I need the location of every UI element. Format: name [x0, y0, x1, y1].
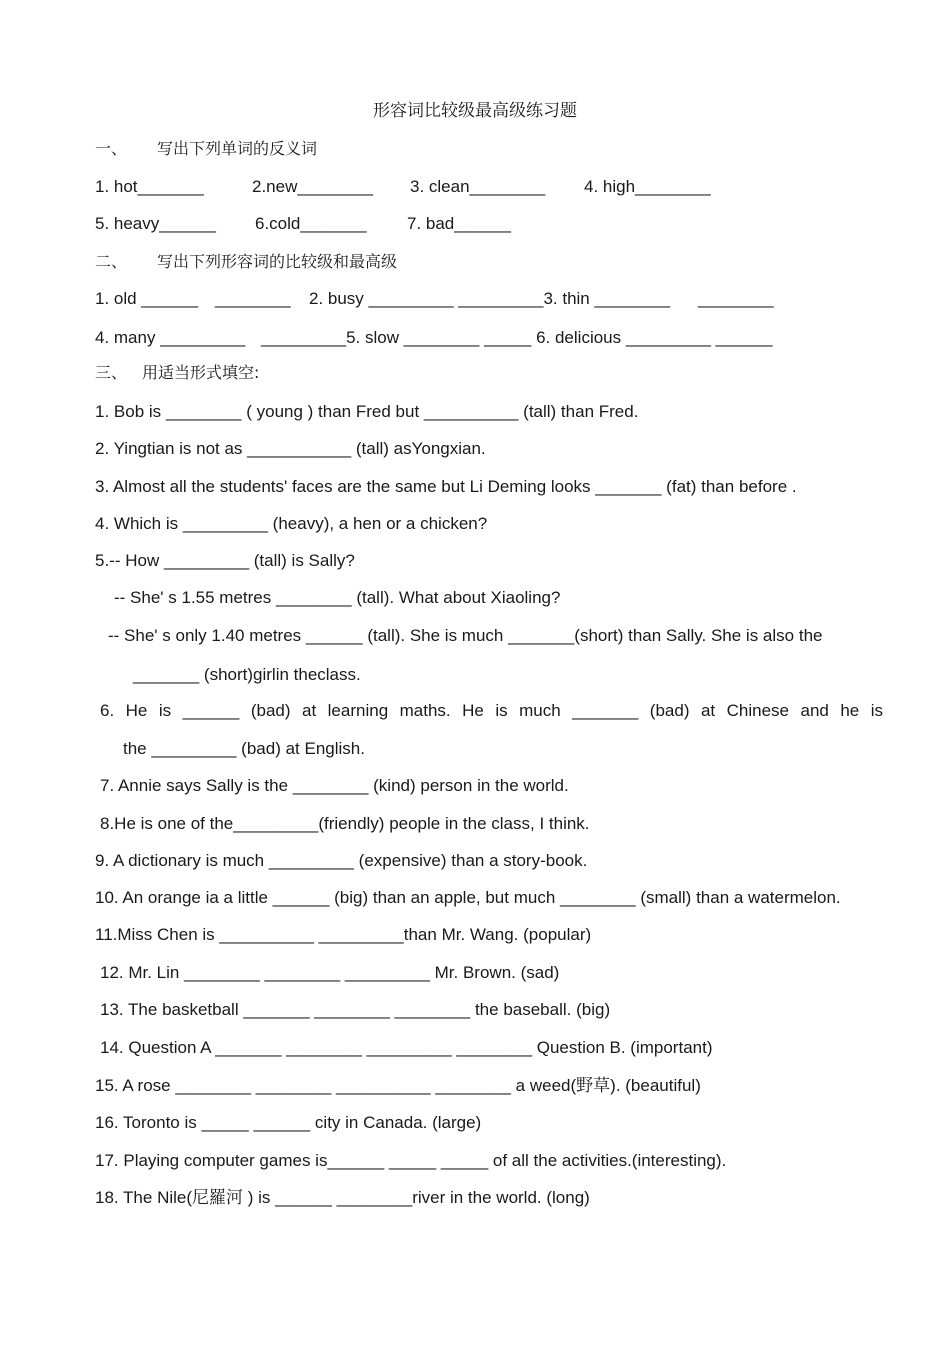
exercise-line: -- She' s only 1.40 metres ______ (tall). She is much _______(short) than Sally. She is also the: [108, 626, 823, 645]
exercise-line: 12. Mr. Lin ________ ________ _________ Mr. Brown. (sad): [100, 963, 560, 982]
exercise-line: 15. A rose ________ ________ __________ ________ a weed(野草). (beautiful): [95, 1076, 701, 1095]
page-title: 形容词比较级最高级练习题: [373, 101, 577, 121]
section-heading-3: [95, 362, 259, 384]
exercise-line: 17. Playing computer games is______ _____ _____ of all the activities.(interesting).: [95, 1151, 727, 1170]
exercise-line: 3. Almost all the students' faces are the same but Li Deming looks _______ (fat) than before .: [95, 477, 797, 496]
exercise-line: _______ (short)girlin theclass.: [133, 665, 361, 684]
antonym-item: 4. high________: [584, 177, 711, 196]
exercise-line: 5.-- How _________ (tall) is Sally?: [95, 551, 355, 570]
comparative-item: 2. busy _________ _________3. thin ________: [309, 289, 671, 308]
antonym-item: 3. clean________: [410, 177, 546, 196]
exercise-line: 10. An orange ia a little ______ (big) than an apple, but much ________ (small) than a watermelon.: [95, 888, 841, 907]
section-number: 二、: [95, 252, 128, 271]
comparative-item: 1. old ______: [95, 289, 199, 308]
antonym-row-2: [95, 213, 895, 235]
comparative-row-2: [95, 327, 895, 349]
comparative-row-1: [95, 288, 895, 310]
exercise-line: the _________ (bad) at English.: [123, 739, 365, 758]
section-heading-2: [95, 251, 397, 273]
comparative-item: 4. many _________: [95, 328, 246, 347]
section-number: 一、: [95, 139, 128, 158]
antonym-item: 2.new________: [252, 177, 374, 196]
exercise-line: 8.He is one of the_________(friendly) people in the class, I think.: [100, 814, 590, 833]
antonym-row-1: [95, 176, 895, 198]
exercise-line: 6. He is ______ (bad) at learning maths. He is much _______ (bad) at Chinese and he is: [100, 701, 883, 720]
section-text: 写出下列单词的反义词: [157, 139, 318, 158]
antonym-item: 6.cold_______: [255, 214, 367, 233]
section-text: 用适当形式填空:: [142, 363, 260, 382]
comparative-item: ________: [698, 289, 774, 308]
antonym-item: 5. heavy______: [95, 214, 216, 233]
exercise-line: 4. Which is _________ (heavy), a hen or a chicken?: [95, 514, 488, 533]
exercise-line: 2. Yingtian is not as ___________ (tall) asYongxian.: [95, 439, 486, 458]
antonym-item: 1. hot_______: [95, 177, 204, 196]
comparative-item: ________: [215, 289, 291, 308]
exercise-line: 13. The basketball _______ ________ ________ the baseball. (big): [100, 1000, 611, 1019]
exercise-line: 11.Miss Chen is __________ _________than Mr. Wang. (popular): [95, 925, 592, 944]
section-heading-1: [95, 138, 317, 160]
exercise-line: 14. Question A _______ ________ _________ ________ Question B. (important): [100, 1038, 713, 1057]
exercise-line: 1. Bob is ________ ( young ) than Fred but __________ (tall) than Fred.: [95, 402, 639, 421]
section-number: 三、: [95, 363, 128, 382]
section-text: 写出下列形容词的比较级和最高级: [157, 252, 398, 271]
comparative-item: _________5. slow ________ _____ 6. delicious _________ ______: [261, 328, 773, 347]
exercise-line: -- She' s 1.55 metres ________ (tall). What about Xiaoling?: [114, 588, 561, 607]
exercise-line: 7. Annie says Sally is the ________ (kind) person in the world.: [100, 776, 569, 795]
exercise-line: 16. Toronto is _____ ______ city in Canada. (large): [95, 1113, 482, 1132]
exercise-line: 9. A dictionary is much _________ (expensive) than a story-book.: [95, 851, 588, 870]
antonym-item: 7. bad______: [407, 214, 511, 233]
exercise-line: 18. The Nile(尼羅河 ) is ______ ________river in the world. (long): [95, 1188, 590, 1207]
